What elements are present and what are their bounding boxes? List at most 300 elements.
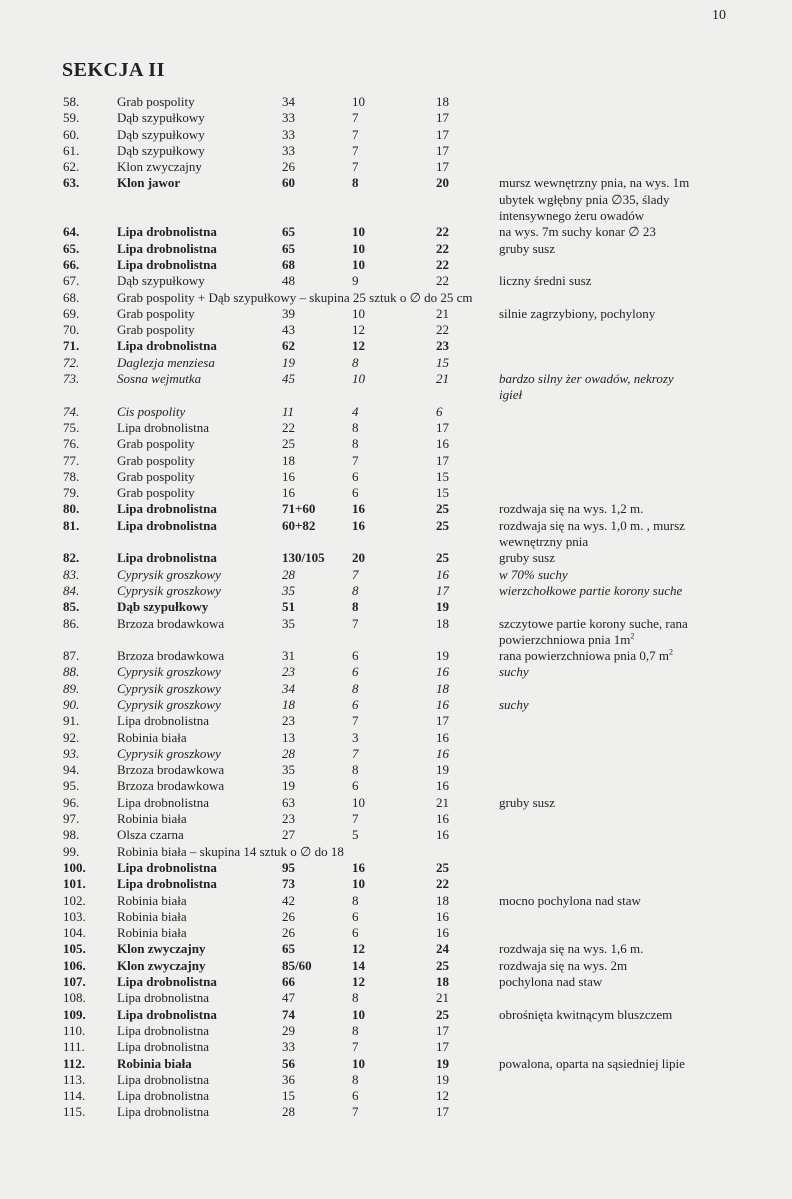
table-row xyxy=(0,1056,792,1072)
species-name: Lipa drobnolistna xyxy=(117,419,210,435)
table-row xyxy=(0,110,792,126)
circumference: 85/60 xyxy=(282,957,312,973)
height: 7 xyxy=(352,142,359,158)
species-name: Robinia biała xyxy=(117,1055,192,1071)
height: 16 xyxy=(352,501,365,517)
row-number: 98. xyxy=(63,827,80,843)
circumference: 23 xyxy=(282,811,295,827)
row-number: 78. xyxy=(63,468,80,484)
crown: 16 xyxy=(436,729,449,745)
row-number: 93. xyxy=(63,745,80,761)
row-number: 76. xyxy=(63,436,80,452)
note: rozdwaja się na wys. 1,2 m. xyxy=(499,501,644,517)
table-row xyxy=(0,778,792,794)
crown: 19 xyxy=(436,1071,449,1087)
table-row xyxy=(0,436,792,452)
height: 7 xyxy=(352,615,359,631)
height: 6 xyxy=(352,778,359,794)
species-name: Lipa drobnolistna xyxy=(117,794,210,810)
species-name: Brzoza brodawkowa xyxy=(117,615,225,631)
note-line: igieł xyxy=(499,387,523,403)
row-number: 86. xyxy=(63,615,80,631)
species-name: Lipa drobnolistna xyxy=(117,240,217,256)
species-name: Lipa drobnolistna xyxy=(117,876,217,892)
height: 8 xyxy=(352,1071,359,1087)
circumference: 73 xyxy=(282,876,295,892)
species-name: Sosna wejmutka xyxy=(117,371,202,387)
height: 14 xyxy=(352,957,365,973)
species-name: Robinia biała xyxy=(117,908,187,924)
row-number: 109. xyxy=(63,1006,86,1022)
circumference: 26 xyxy=(282,159,295,175)
note-continuation xyxy=(0,632,792,648)
crown: 21 xyxy=(436,794,449,810)
table-row xyxy=(0,338,792,354)
height: 9 xyxy=(352,273,359,289)
species-name: Dąb szypułkowy xyxy=(117,110,205,126)
height: 6 xyxy=(352,696,359,712)
table-row xyxy=(0,893,792,909)
height: 10 xyxy=(352,371,365,387)
table-row xyxy=(0,664,792,680)
crown: 17 xyxy=(436,1039,449,1055)
circumference: 130/105 xyxy=(282,550,325,566)
crown: 25 xyxy=(436,550,449,566)
table-row xyxy=(0,844,792,860)
species-name: Lipa drobnolistna xyxy=(117,974,217,990)
circumference: 35 xyxy=(282,582,295,598)
height: 8 xyxy=(352,990,359,1006)
height: 16 xyxy=(352,517,365,533)
table-row xyxy=(0,485,792,501)
circumference: 51 xyxy=(282,599,295,615)
height: 3 xyxy=(352,729,359,745)
species-name: Grab pospolity xyxy=(117,468,195,484)
note: w 70% suchy xyxy=(499,566,568,582)
species-name: Grab pospolity xyxy=(117,485,195,501)
table-row xyxy=(0,143,792,159)
height: 8 xyxy=(352,762,359,778)
row-number: 101. xyxy=(63,876,86,892)
circumference: 31 xyxy=(282,648,295,664)
crown: 17 xyxy=(436,713,449,729)
table-row xyxy=(0,990,792,1006)
table-row xyxy=(0,876,792,892)
circumference: 18 xyxy=(282,452,295,468)
circumference: 95 xyxy=(282,859,295,875)
row-number: 105. xyxy=(63,941,86,957)
circumference: 74 xyxy=(282,1006,295,1022)
row-number: 87. xyxy=(63,648,80,664)
species-name: Daglezja menziesa xyxy=(117,354,215,370)
crown: 15 xyxy=(436,468,449,484)
table-row xyxy=(0,681,792,697)
crown: 17 xyxy=(436,452,449,468)
species-name: Lipa drobnolistna xyxy=(117,1088,210,1104)
circumference: 28 xyxy=(282,1104,295,1120)
crown: 17 xyxy=(436,142,449,158)
row-number: 74. xyxy=(63,403,80,419)
note: rozdwaja się na wys. 1,6 m. xyxy=(499,941,644,957)
crown: 23 xyxy=(436,338,449,354)
table-row xyxy=(0,501,792,517)
note: liczny średni susz xyxy=(499,273,592,289)
circumference: 25 xyxy=(282,436,295,452)
row-number: 61. xyxy=(63,142,80,158)
crown: 16 xyxy=(436,811,449,827)
species-name: Klon jawor xyxy=(117,175,181,191)
row-number: 81. xyxy=(63,517,80,533)
circumference: 68 xyxy=(282,256,295,272)
row-number: 115. xyxy=(63,1104,86,1120)
circumference: 65 xyxy=(282,240,295,256)
height: 7 xyxy=(352,745,359,761)
circumference: 42 xyxy=(282,892,295,908)
row-number: 90. xyxy=(63,696,80,712)
height: 7 xyxy=(352,1104,359,1120)
row-number: 94. xyxy=(63,762,80,778)
table-row xyxy=(0,257,792,273)
row-number: 92. xyxy=(63,729,80,745)
height: 10 xyxy=(352,794,365,810)
crown: 22 xyxy=(436,876,449,892)
row-number: 111. xyxy=(63,1039,85,1055)
table-row xyxy=(0,273,792,289)
height: 12 xyxy=(352,974,365,990)
note-continuation xyxy=(0,387,792,403)
species-name: Grab pospolity xyxy=(117,436,195,452)
height: 8 xyxy=(352,354,359,370)
row-number: 113. xyxy=(63,1071,86,1087)
row-number: 66. xyxy=(63,256,80,272)
row-number: 100. xyxy=(63,859,86,875)
height: 16 xyxy=(352,859,365,875)
row-number: 103. xyxy=(63,908,86,924)
table-row xyxy=(0,224,792,240)
table-row xyxy=(0,648,792,664)
row-number: 99. xyxy=(63,843,80,859)
species-name: Lipa drobnolistna xyxy=(117,1039,210,1055)
circumference: 63 xyxy=(282,794,295,810)
height: 8 xyxy=(352,419,359,435)
row-number: 68. xyxy=(63,289,80,305)
row-number: 58. xyxy=(63,94,80,109)
height: 8 xyxy=(352,892,359,908)
species-name: Olsza czarna xyxy=(117,827,184,843)
species-name: Brzoza brodawkowa xyxy=(117,648,225,664)
crown: 15 xyxy=(436,485,449,501)
circumference: 11 xyxy=(282,403,295,419)
crown: 17 xyxy=(436,419,449,435)
height: 7 xyxy=(352,126,359,142)
species-name: Dąb szypułkowy xyxy=(117,599,209,615)
species-name: Dąb szypułkowy xyxy=(117,273,205,289)
crown: 19 xyxy=(436,1055,449,1071)
crown: 18 xyxy=(436,892,449,908)
species-name: Grab pospolity xyxy=(117,452,195,468)
circumference: 19 xyxy=(282,354,295,370)
table-row xyxy=(0,974,792,990)
note-line: wewnętrzny pnia xyxy=(499,534,589,550)
table-row xyxy=(0,909,792,925)
species-name: Lipa drobnolistna xyxy=(117,990,210,1006)
table-row xyxy=(0,1039,792,1055)
note: silnie zagrzybiony, pochylony xyxy=(499,305,656,321)
circumference: 35 xyxy=(282,762,295,778)
crown: 16 xyxy=(436,827,449,843)
circumference: 34 xyxy=(282,680,295,696)
row-number: 108. xyxy=(63,990,86,1006)
species-name: Cyprysik groszkowy xyxy=(117,582,221,598)
circumference: 34 xyxy=(282,94,295,109)
crown: 19 xyxy=(436,762,449,778)
crown: 12 xyxy=(436,1088,449,1104)
species-name: Lipa drobnolistna xyxy=(117,338,217,354)
row-number: 106. xyxy=(63,957,86,973)
row-number: 69. xyxy=(63,305,80,321)
height: 5 xyxy=(352,827,359,843)
circumference: 22 xyxy=(282,419,295,435)
height: 10 xyxy=(352,224,365,240)
table-row xyxy=(0,599,792,615)
circumference: 60+82 xyxy=(282,517,316,533)
row-number: 91. xyxy=(63,713,80,729)
height: 8 xyxy=(352,599,359,615)
row-number: 65. xyxy=(63,240,80,256)
species-name: Lipa drobnolistna xyxy=(117,1022,210,1038)
row-number: 104. xyxy=(63,925,86,941)
species-name: Dąb szypułkowy xyxy=(117,142,205,158)
row-number: 80. xyxy=(63,501,80,517)
circumference: 16 xyxy=(282,485,295,501)
height: 6 xyxy=(352,1088,359,1104)
circumference: 48 xyxy=(282,273,295,289)
note: obrośnięta kwitnącym bluszczem xyxy=(499,1006,673,1022)
row-number: 89. xyxy=(63,680,80,696)
table-row xyxy=(0,811,792,827)
circumference: 33 xyxy=(282,1039,295,1055)
species-name: Cis pospolity xyxy=(117,403,186,419)
height: 12 xyxy=(352,322,365,338)
height: 7 xyxy=(352,110,359,126)
height: 7 xyxy=(352,159,359,175)
crown: 17 xyxy=(436,582,449,598)
species-name: Robinia biała xyxy=(117,925,187,941)
note: gruby susz xyxy=(499,240,555,256)
table-row xyxy=(0,713,792,729)
row-number: 114. xyxy=(63,1088,86,1104)
crown: 21 xyxy=(436,305,449,321)
circumference: 43 xyxy=(282,322,295,338)
species-name: Lipa drobnolistna xyxy=(117,1104,210,1120)
note: suchy xyxy=(499,696,529,712)
table-row xyxy=(0,762,792,778)
row-number: 70. xyxy=(63,322,80,338)
row-number: 64. xyxy=(63,224,80,240)
species-name: Robinia biała xyxy=(117,892,187,908)
note: wierzchołkowe partie korony suche xyxy=(499,582,683,598)
species-name: Lipa drobnolistna xyxy=(117,517,217,533)
circumference: 19 xyxy=(282,778,295,794)
species-name: Grab pospolity xyxy=(117,322,195,338)
circumference: 29 xyxy=(282,1022,295,1038)
species-name: Lipa drobnolistna xyxy=(117,713,210,729)
table-row xyxy=(0,159,792,175)
height: 10 xyxy=(352,256,365,272)
height: 7 xyxy=(352,1039,359,1055)
crown: 17 xyxy=(436,159,449,175)
height: 6 xyxy=(352,664,359,680)
table-row xyxy=(0,94,792,110)
note: suchy xyxy=(499,664,529,680)
note: bardzo silny żer owadów, nekrozy xyxy=(499,371,674,387)
row-span-text: Grab pospolity + Dąb szypułkowy – skupina 25 sztuk o ∅ do 25 cm xyxy=(117,289,473,305)
page-number: 10 xyxy=(712,8,726,23)
circumference: 28 xyxy=(282,566,295,582)
crown: 18 xyxy=(436,615,449,631)
crown: 21 xyxy=(436,371,449,387)
table-row xyxy=(0,1088,792,1104)
circumference: 35 xyxy=(282,615,295,631)
circumference: 39 xyxy=(282,305,295,321)
crown: 24 xyxy=(436,941,449,957)
row-number: 84. xyxy=(63,582,80,598)
row-number: 73. xyxy=(63,371,80,387)
species-name: Cyprysik groszkowy xyxy=(117,566,221,582)
table-row xyxy=(0,1007,792,1023)
note-continuation xyxy=(0,534,792,550)
table-row xyxy=(0,469,792,485)
row-number: 77. xyxy=(63,452,80,468)
circumference: 15 xyxy=(282,1088,295,1104)
circumference: 23 xyxy=(282,713,295,729)
table-row xyxy=(0,127,792,143)
height: 6 xyxy=(352,908,359,924)
height: 8 xyxy=(352,1022,359,1038)
crown: 6 xyxy=(436,403,443,419)
circumference: 65 xyxy=(282,224,295,240)
note: rozdwaja się na wys. 1,0 m. , mursz xyxy=(499,517,685,533)
table-row xyxy=(0,420,792,436)
row-number: 96. xyxy=(63,794,80,810)
height: 7 xyxy=(352,713,359,729)
crown: 15 xyxy=(436,354,449,370)
circumference: 27 xyxy=(282,827,295,843)
table-row xyxy=(0,730,792,746)
row-number: 110. xyxy=(63,1022,86,1038)
species-name: Lipa drobnolistna xyxy=(117,256,217,272)
section-title: SEKCJA II xyxy=(62,59,165,81)
circumference: 16 xyxy=(282,468,295,484)
height: 6 xyxy=(352,648,359,664)
height: 6 xyxy=(352,468,359,484)
note: rozdwaja się na wys. 2m xyxy=(499,957,628,973)
height: 12 xyxy=(352,941,365,957)
row-number: 63. xyxy=(63,175,80,191)
row-number: 82. xyxy=(63,550,80,566)
height: 8 xyxy=(352,680,359,696)
height: 8 xyxy=(352,582,359,598)
row-number: 107. xyxy=(63,974,86,990)
species-name: Robinia biała xyxy=(117,811,187,827)
table-row xyxy=(0,746,792,762)
crown: 25 xyxy=(436,1006,449,1022)
species-name: Cyprysik groszkowy xyxy=(117,745,221,761)
row-number: 88. xyxy=(63,664,80,680)
row-number: 67. xyxy=(63,273,80,289)
height: 10 xyxy=(352,305,365,321)
circumference: 65 xyxy=(282,941,295,957)
crown: 19 xyxy=(436,648,449,664)
row-number: 79. xyxy=(63,485,80,501)
row-number: 83. xyxy=(63,566,80,582)
crown: 16 xyxy=(436,664,449,680)
circumference: 33 xyxy=(282,110,295,126)
note: pochylona nad staw xyxy=(499,974,603,990)
table-row xyxy=(0,795,792,811)
circumference: 33 xyxy=(282,126,295,142)
table-row xyxy=(0,567,792,583)
species-name: Dąb szypułkowy xyxy=(117,126,205,142)
height: 20 xyxy=(352,550,365,566)
species-name: Brzoza brodawkowa xyxy=(117,778,225,794)
crown: 17 xyxy=(436,126,449,142)
note-continuation xyxy=(0,208,792,224)
note-line: intensywnego żeru owadów xyxy=(499,208,645,224)
table-row xyxy=(0,1023,792,1039)
crown: 18 xyxy=(436,974,449,990)
species-name: Grab pospolity xyxy=(117,94,195,109)
row-number: 112. xyxy=(63,1055,86,1071)
row-number: 97. xyxy=(63,811,80,827)
row-number: 85. xyxy=(63,599,80,615)
circumference: 36 xyxy=(282,1071,295,1087)
height: 10 xyxy=(352,240,365,256)
row-number: 75. xyxy=(63,419,80,435)
note: rana powierzchniowa pnia 0,7 $m^2$ xyxy=(499,647,674,664)
table-row xyxy=(0,697,792,713)
height: 7 xyxy=(352,566,359,582)
circumference: 13 xyxy=(282,729,295,745)
height: 7 xyxy=(352,452,359,468)
crown: 25 xyxy=(436,859,449,875)
circumference: 60 xyxy=(282,175,295,191)
height: 6 xyxy=(352,485,359,501)
row-number: 60. xyxy=(63,126,80,142)
table-row xyxy=(0,860,792,876)
crown: 17 xyxy=(436,1104,449,1120)
crown: 16 xyxy=(436,566,449,582)
species-name: Lipa drobnolistna xyxy=(117,859,217,875)
row-number: 71. xyxy=(63,338,80,354)
table-row xyxy=(0,241,792,257)
table-row xyxy=(0,371,792,387)
note: na wys. 7m suchy konar ∅ 23 xyxy=(499,224,656,240)
row-number: 62. xyxy=(63,159,80,175)
species-name: Klon zwyczajny xyxy=(117,159,202,175)
row-number: 72. xyxy=(63,354,80,370)
species-name: Cyprysik groszkowy xyxy=(117,680,221,696)
table-row xyxy=(0,1104,792,1120)
circumference: 33 xyxy=(282,142,295,158)
note: gruby susz xyxy=(499,550,555,566)
species-name: Lipa drobnolistna xyxy=(117,1006,217,1022)
crown: 16 xyxy=(436,778,449,794)
table-row xyxy=(0,355,792,371)
height: 10 xyxy=(352,1055,365,1071)
table-row xyxy=(0,518,792,534)
row-span-text: Robinia biała – skupina 14 sztuk o ∅ do 18 xyxy=(117,843,344,859)
